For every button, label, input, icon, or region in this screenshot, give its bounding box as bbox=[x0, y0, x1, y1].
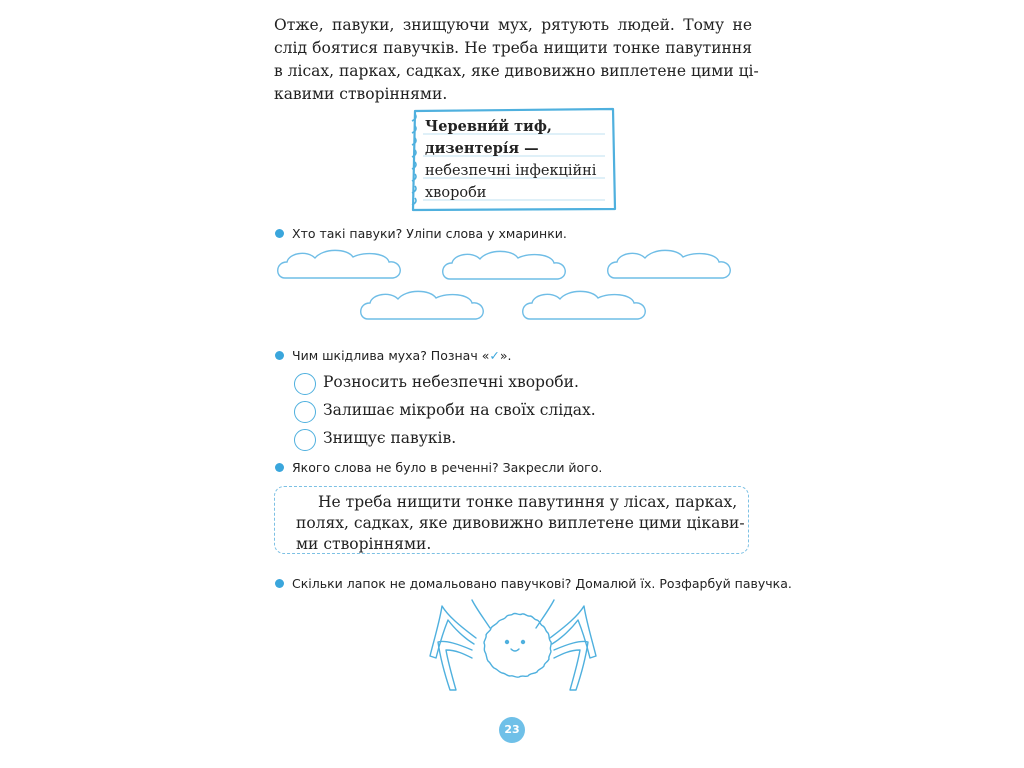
page-number-badge: 23 bbox=[499, 717, 525, 743]
task-3-text: Якого слова не було в реченні? Закресли його. bbox=[292, 460, 603, 475]
task-4-text: Скільки лапок не домальовано павучкові? Домалюй їх. Розфарбуй павучка. bbox=[292, 576, 792, 591]
spider-face bbox=[505, 640, 525, 644]
bullet-icon bbox=[275, 579, 284, 588]
cloud-2[interactable] bbox=[443, 251, 566, 279]
intro-paragraph bbox=[274, 14, 759, 106]
option-label: Залишає мікроби на своїх слідах. bbox=[323, 401, 596, 419]
sentence-line[interactable]: Не треба нищити тонке павутиння у лісах, парках, bbox=[318, 493, 738, 511]
bullet-icon bbox=[275, 351, 284, 360]
spider-leg bbox=[438, 641, 472, 690]
checkbox-circle[interactable] bbox=[294, 373, 316, 395]
task-2-text-end: ». bbox=[499, 348, 512, 363]
cloud-4[interactable] bbox=[361, 291, 484, 319]
task-1-question bbox=[275, 226, 567, 241]
intro-line: кавими створіннями. bbox=[274, 85, 448, 103]
info-note bbox=[409, 107, 617, 212]
spider-body bbox=[484, 613, 551, 677]
spider-drawing[interactable] bbox=[420, 598, 610, 694]
note-line: дизентері́я — bbox=[425, 140, 539, 157]
intro-line: слід боятися павучків. Не треба нищити тонке павутиння bbox=[274, 39, 752, 57]
cloud-1[interactable] bbox=[278, 250, 401, 278]
sentence-box bbox=[274, 486, 749, 554]
spider-leg bbox=[554, 641, 588, 690]
task-4-question bbox=[275, 576, 792, 591]
cloud-5[interactable] bbox=[523, 291, 646, 319]
note-line: хвороби bbox=[425, 185, 487, 201]
task-2-question bbox=[275, 348, 511, 363]
task-3-question bbox=[275, 460, 602, 475]
note-line: Черевни́й тиф, bbox=[425, 118, 552, 135]
checkbox-circle[interactable] bbox=[294, 401, 316, 423]
intro-line: Отже, павуки, знищуючи мух, рятують людей. Тому не bbox=[274, 16, 752, 34]
checkbox-circle[interactable] bbox=[294, 429, 316, 451]
task-2-text: Чим шкідлива муха? Познач « bbox=[292, 348, 490, 363]
intro-line: в лісах, парках, садках, яке дивовижно виплетене цими ці- bbox=[274, 62, 759, 80]
bullet-icon bbox=[275, 229, 284, 238]
word-clouds bbox=[270, 245, 760, 335]
sentence-line[interactable]: ми створіннями. bbox=[296, 535, 432, 553]
check-icon: ✓ bbox=[489, 348, 500, 363]
cloud-3[interactable] bbox=[608, 250, 731, 278]
note-line: небезпечні інфекційні bbox=[425, 163, 597, 179]
bullet-icon bbox=[275, 463, 284, 472]
task-1-text: Хто такі павуки? Уліпи слова у хмаринки. bbox=[292, 226, 567, 241]
option-label: Знищує павуків. bbox=[323, 429, 457, 447]
option-label: Розносить небезпечні хвороби. bbox=[323, 373, 579, 391]
sentence-line[interactable]: полях, садках, яке дивовижно виплетене цими цікави- bbox=[296, 514, 745, 532]
